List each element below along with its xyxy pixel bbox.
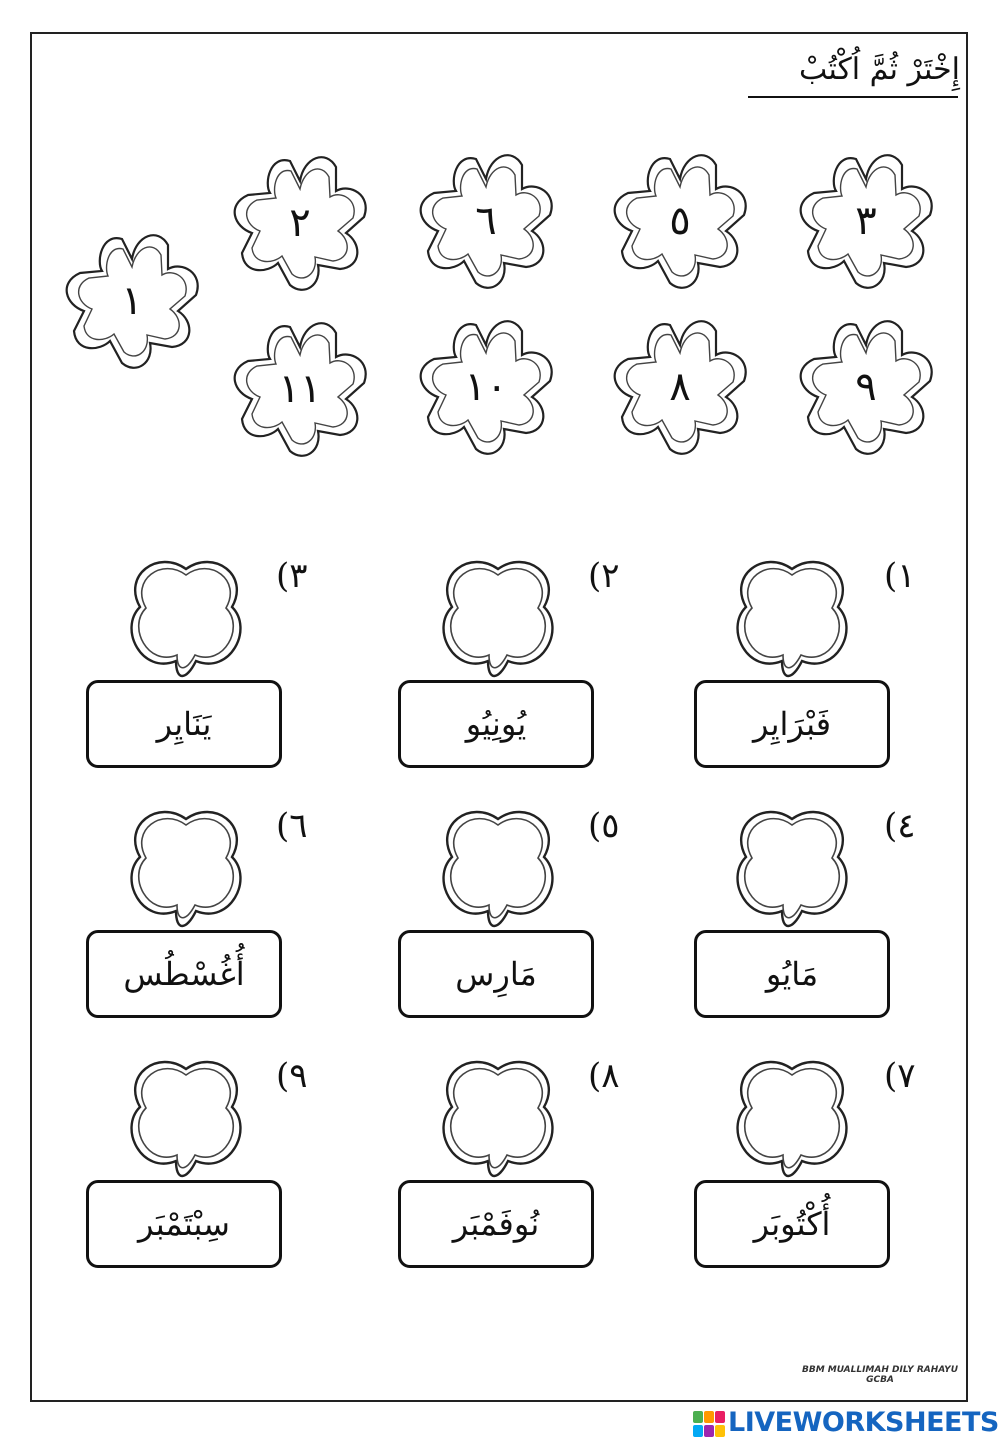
month-label-box: نُوفَمْبَر [398, 1180, 594, 1268]
flower-number: ٦ [475, 198, 497, 244]
credit-line: BBM MUALLIMAH DILY RAHAYU [801, 1365, 959, 1375]
liveworksheets-logo-icon [692, 1409, 728, 1439]
answer-drop-zone[interactable] [116, 552, 256, 678]
flower-number: ٢ [289, 200, 311, 246]
question-number: ٢) [588, 556, 620, 596]
flower-number: ٣ [855, 198, 877, 244]
month-label-box: مَايُو [694, 930, 890, 1018]
answer-drop-zone[interactable] [428, 1052, 568, 1178]
question-number: ٨) [588, 1056, 620, 1096]
flower-choice[interactable] [786, 312, 946, 462]
flower-number: ٨ [669, 364, 691, 410]
question-number: ٩) [276, 1056, 308, 1096]
month-label-box: فَبْرَايِر [694, 680, 890, 768]
month-label-box: يُونِيُو [398, 680, 594, 768]
month-label-box: أُكْتُوبَر [694, 1180, 890, 1268]
credit-line: GCBA [866, 1375, 894, 1385]
quatrefoil-icon [428, 802, 568, 928]
answer-drop-zone[interactable] [722, 1052, 862, 1178]
flower-choice[interactable] [786, 146, 946, 296]
flower-choice[interactable] [600, 146, 760, 296]
flower-number: ٩ [855, 364, 877, 410]
flower-choice[interactable] [600, 312, 760, 462]
quatrefoil-icon [722, 552, 862, 678]
answer-drop-zone[interactable] [116, 1052, 256, 1178]
quatrefoil-icon [722, 1052, 862, 1178]
flower-number: ١ [121, 278, 143, 324]
flower-choice[interactable] [52, 226, 212, 376]
flower-number: ١١ [278, 366, 322, 412]
title-underline [748, 96, 958, 98]
question-number: ١) [884, 556, 916, 596]
answer-drop-zone[interactable] [722, 552, 862, 678]
question-number: ٣) [276, 556, 308, 596]
month-label-box: سِبْتَمْبَر [86, 1180, 282, 1268]
flower-choice[interactable] [220, 314, 380, 464]
question-number: ٤) [884, 806, 916, 846]
quatrefoil-icon [428, 1052, 568, 1178]
question-number: ٦) [276, 806, 308, 846]
quatrefoil-icon [722, 802, 862, 928]
flower-choice[interactable] [406, 312, 566, 462]
answer-drop-zone[interactable] [722, 802, 862, 928]
flower-choice[interactable] [406, 146, 566, 296]
month-label-box: مَارِس [398, 930, 594, 1018]
answer-drop-zone[interactable] [428, 552, 568, 678]
question-number: ٧) [884, 1056, 916, 1096]
month-label-box: أُغُسْطُس [86, 930, 282, 1018]
author-credit [795, 1365, 965, 1385]
question-number: ٥) [588, 806, 620, 846]
quatrefoil-icon [116, 802, 256, 928]
flower-number: ١٠ [464, 364, 508, 410]
month-label-box: يَنَايِر [86, 680, 282, 768]
answer-drop-zone[interactable] [428, 802, 568, 928]
quatrefoil-icon [116, 1052, 256, 1178]
quatrefoil-icon [428, 552, 568, 678]
liveworksheets-brand[interactable]: LIVEWORKSHEETS [728, 1407, 999, 1438]
flower-number: ٥ [669, 198, 691, 244]
answer-drop-zone[interactable] [116, 802, 256, 928]
quatrefoil-icon [116, 552, 256, 678]
instruction-title: إِخْتَرْ ثُمَّ اُكْتُبْ [798, 52, 960, 87]
flower-choice[interactable] [220, 148, 380, 298]
